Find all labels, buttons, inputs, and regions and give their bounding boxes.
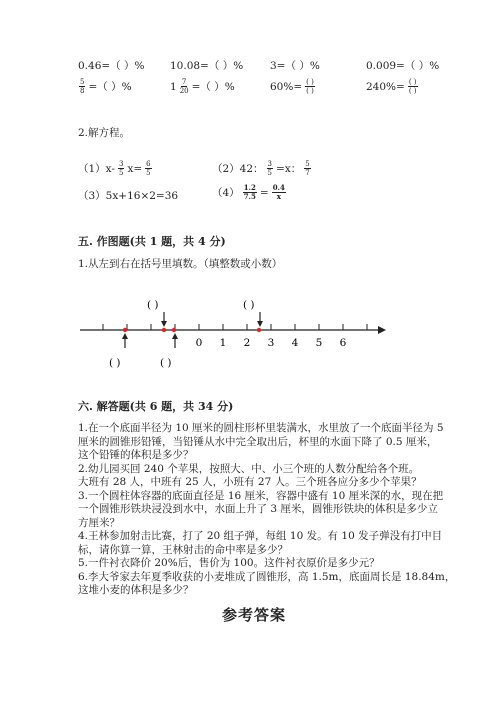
problem-line: 4.王林参加射击比赛，打了 20 组子弹，每组 10 发。有 10 发子弹没有打中目 bbox=[78, 530, 443, 542]
conversion-3: 3=（ ）% bbox=[270, 60, 320, 72]
tick-label: 6 bbox=[339, 337, 347, 349]
red-point bbox=[257, 328, 261, 332]
problem-line: 方厘米？ bbox=[78, 516, 120, 529]
section6-body bbox=[78, 422, 455, 598]
answer-bracket: ( ) bbox=[147, 299, 159, 311]
tick-label: 4 bbox=[291, 337, 299, 349]
problem-line: 大班有 28 人，中班有 25 人，小班有 27 人。三个班各应分多少个苹果？ bbox=[78, 476, 422, 488]
down-arrow-icon bbox=[257, 321, 263, 327]
tick-label: 1 bbox=[219, 337, 227, 349]
problem-line: 1.在一个底面半径为 10 厘米的圆柱形杯里装满水，水里放了一个底面半径为 5 bbox=[78, 422, 444, 434]
equation-1: （1）x- $\frac{3}{5}$ x= $\frac{6}{5}$ bbox=[78, 160, 151, 177]
down-arrow-icon bbox=[161, 321, 167, 327]
fraction-blank: $\frac{( )}{( )}$ bbox=[408, 78, 417, 95]
equation-4: （4） $\frac{1.2}{7.5}$ = $\frac{0.4}{x}$ bbox=[212, 183, 285, 201]
section5-title: 五. 作图题(共 1 题，共 4 分) bbox=[78, 235, 226, 248]
section6-title: 六. 解答题(共 6 题，共 34 分) bbox=[78, 400, 234, 413]
conversion-7: 60%= $\frac{( )}{( )}$ bbox=[270, 78, 314, 95]
fraction: $\frac{5}{7}$ bbox=[305, 160, 310, 177]
conversion-2: 10.08=（ ）% bbox=[170, 60, 244, 72]
problem-line: 一个圆锥形铁块浸没到水中，水面上升了 3 厘米，圆锥形铁块的体积是多少立 bbox=[78, 503, 438, 515]
problem-line: 2.幼儿园买回 240 个苹果，按照大、中、小三个班的人数分配给各个班。 bbox=[78, 462, 420, 475]
conversion-6: 1 $\frac{7}{20}$ =（ ）% bbox=[170, 78, 235, 95]
problem-line: 6.李大爷家去年夏季收获的小麦堆成了圆锥形，高 1.5m，底面周长是 18.84m， bbox=[78, 570, 456, 583]
arrow-head-icon bbox=[378, 326, 386, 334]
tick-label: 5 bbox=[315, 337, 323, 349]
tick-label: 0 bbox=[195, 337, 203, 349]
problem-line: 3.一个圆柱体容器的底面直径是 16 厘米，容器中盛有 10 厘米深的水，现在把 bbox=[78, 489, 444, 502]
up-arrow-icon bbox=[122, 333, 128, 339]
conversion-4: 0.009=（ ）% bbox=[366, 60, 440, 72]
equation-2: （2）42： $\frac{3}{5}$ =x： $\frac{5}{7}$ bbox=[212, 160, 310, 177]
conversion-8: 240%= $\frac{( )}{( )}$ bbox=[366, 78, 417, 95]
fraction: $\frac{3}{5}$ bbox=[118, 160, 124, 177]
answer-bracket: ( ) bbox=[160, 357, 172, 369]
problem-line: 标，请你算一算，王林射击的命中率是多少？ bbox=[78, 543, 288, 556]
section5-question: 1.从左到右在括号里填数。（填整数或小数） bbox=[78, 258, 283, 270]
fraction: $\frac{6}{5}$ bbox=[146, 160, 151, 177]
answer-bracket: ( ) bbox=[109, 357, 121, 369]
red-point bbox=[123, 328, 127, 332]
conversion-1: 0.46=（ ）% bbox=[78, 60, 145, 72]
fraction: $\frac{1.2}{7.5}$ bbox=[243, 183, 256, 201]
problem-line: 这个铅锤的体积是多少？ bbox=[78, 449, 194, 461]
equations-heading: 2.解方程。 bbox=[78, 127, 131, 139]
problem-line: 这堆小麦的体积是多少？ bbox=[78, 584, 194, 596]
up-arrow-icon bbox=[172, 333, 178, 339]
red-point bbox=[172, 328, 176, 332]
fraction: $\frac{3}{5}$ bbox=[267, 160, 273, 177]
conversion-5: $\frac{5}{8}$ =（ ）% bbox=[80, 78, 132, 95]
problem-line: 厘米的圆锥形铅锤，当铅锤从水中完全取出后，杯里的水面下降了 0.5 厘米， bbox=[78, 435, 438, 448]
tick-label: 3 bbox=[267, 337, 275, 349]
number-line bbox=[80, 290, 390, 380]
fraction: $\frac{0.4}{x}$ bbox=[272, 183, 285, 201]
problem-line: 5.一件衬衣降价 20%后，售价为 100。这件衬衣原价是多少元？ bbox=[78, 557, 380, 569]
answer-bracket: ( ) bbox=[243, 299, 255, 311]
fraction: $\frac{7}{20}$ bbox=[179, 78, 189, 95]
tick-label: 2 bbox=[243, 337, 251, 349]
equation-3: （3）5x+16×2=36 bbox=[78, 190, 179, 202]
answers-title: 参考答案 bbox=[222, 606, 287, 624]
red-point bbox=[162, 328, 166, 332]
fraction: $\frac{5}{8}$ bbox=[80, 78, 85, 95]
fraction-blank: $\frac{( )}{( )}$ bbox=[306, 78, 314, 95]
